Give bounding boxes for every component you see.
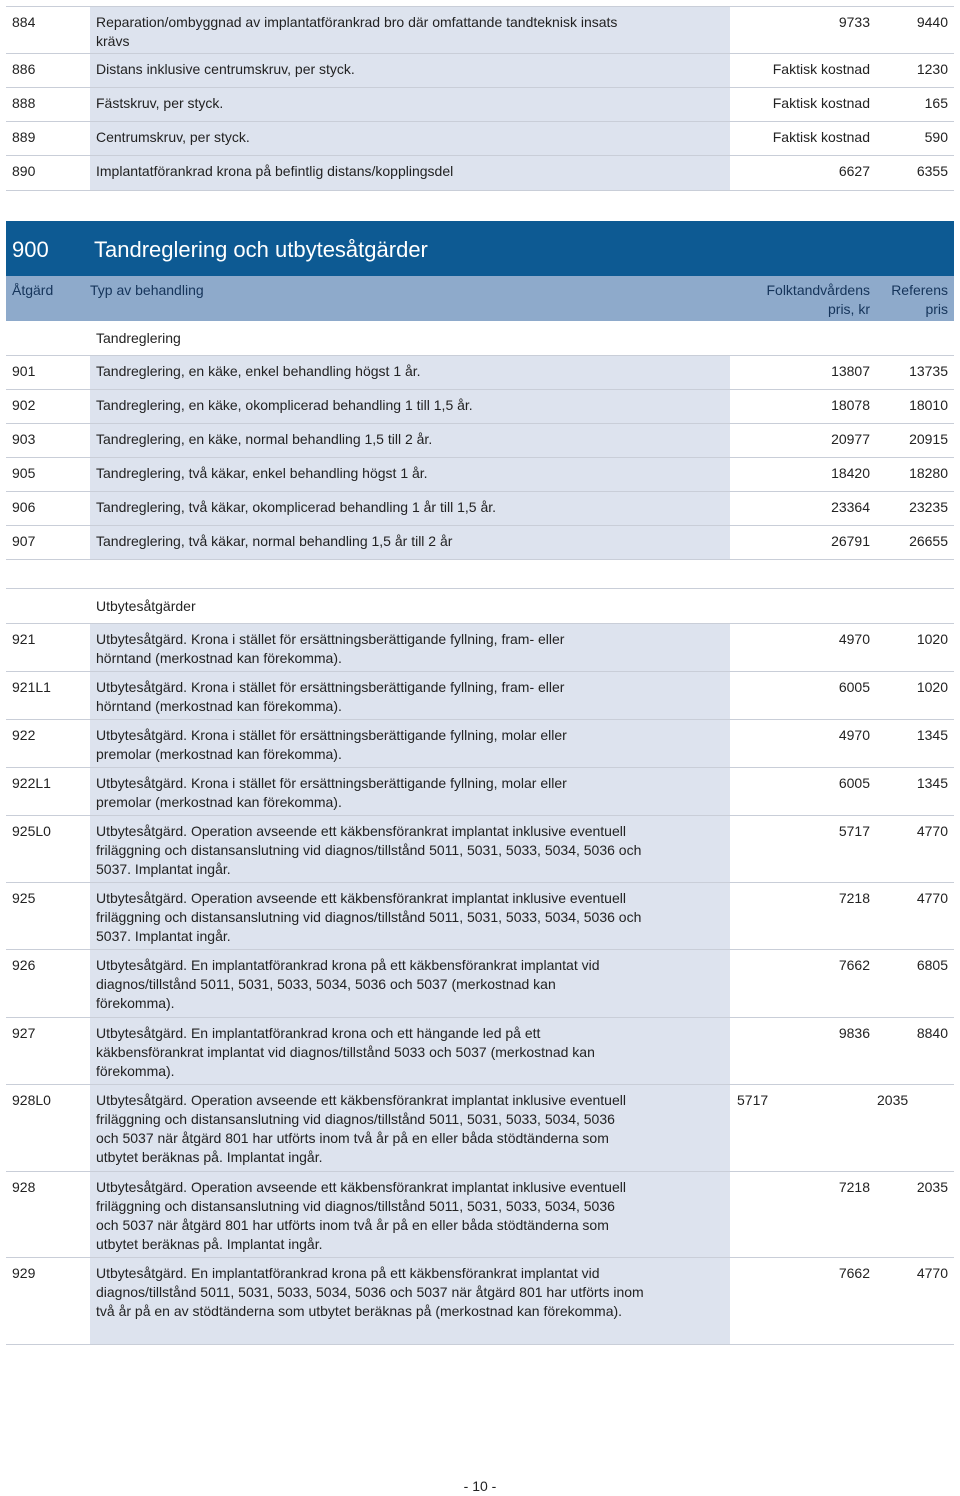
column-type-header: Typ av behandling	[90, 282, 204, 298]
column-header	[6, 276, 954, 321]
utbyte-table	[6, 623, 954, 1345]
row-code: 927	[12, 1025, 36, 1041]
row-code: 903	[12, 431, 36, 447]
row-price: Faktisk kostnad	[772, 95, 870, 111]
row-ref-price: 18010	[909, 397, 948, 413]
page-number: - 10 -	[463, 1478, 497, 1494]
row-code: 905	[12, 465, 36, 481]
row-code: 928L0	[12, 1092, 51, 1108]
row-price: 6005	[838, 775, 870, 791]
row-desc: Distans inklusive centrumskruv, per styck.	[96, 61, 355, 77]
row-price: 9733	[838, 14, 870, 30]
row-price: 6005	[838, 679, 870, 695]
row-code: 890	[12, 163, 36, 179]
row-price: 23364	[831, 499, 870, 515]
row-ref-price: 4770	[916, 823, 948, 839]
row-ref-price: 6355	[916, 163, 948, 179]
row-desc: Utbytesåtgärd. En implantatförankrad krona på ett käkbensförankrat implantat vid diagnos/tillstånd 5011, 5031, 5033, 5034, 5036 och 5037 när åtgärd 801 har utförts inom två år på en av stödtänderna som utbytet beräknas på (merkostnad kan förekomma).	[96, 1265, 644, 1319]
row-code: 929	[12, 1265, 36, 1281]
table-row	[6, 156, 954, 191]
subsection-title: Tandreglering	[96, 330, 181, 346]
row-ref-price: 1345	[916, 727, 948, 743]
row-code: 922L1	[12, 775, 51, 791]
row-ref-price: 1345	[916, 775, 948, 791]
table-row	[6, 1172, 954, 1258]
row-code: 884	[12, 14, 36, 30]
row-ref-price: 1020	[916, 631, 948, 647]
row-code: 921	[12, 631, 36, 647]
tandreglering-table	[6, 355, 954, 560]
row-desc: Utbytesåtgärd. En implantatförankrad krona och ett hängande led på ett käkbensförankrat implantat vid diagnos/tillstånd 5033 och 5037 (merkostnad kan förekomma).	[96, 1025, 595, 1079]
row-ref-price: 165	[924, 95, 948, 111]
table-row	[6, 88, 954, 122]
row-ref-price: 20915	[909, 431, 948, 447]
row-ref-price: 4770	[916, 890, 948, 906]
row-price: 4970	[838, 631, 870, 647]
row-desc: Utbytesåtgärd. Operation avseende ett käkbensförankrat implantat inklusive eventuell friläggning och distansanslutning vid diagnos/tillstånd 5011, 5031, 5033, 5034, 5036 och 5037 när åtgärd 801 har utförts inom två år på en eller båda stödtänderna som utbytet beräknas på. Implantat ingår.	[96, 1092, 626, 1165]
row-ref-price: 26655	[909, 533, 948, 549]
row-price: Faktisk kostnad	[772, 129, 870, 145]
row-ref-price: 2035	[877, 1092, 909, 1108]
section-number: 900	[12, 237, 49, 262]
row-desc: Utbytesåtgärd. Operation avseende ett käkbensförankrat implantat inklusive eventuell friläggning och distansanslutning vid diagnos/tillstånd 5011, 5031, 5033, 5034, 5036 och 5037. Implantat ingår.	[96, 890, 642, 944]
row-code: 921L1	[12, 679, 51, 695]
row-price: 7662	[838, 957, 870, 973]
row-price: 18420	[831, 465, 870, 481]
row-desc: Tandreglering, en käke, normal behandling 1,5 till 2 år.	[96, 431, 433, 447]
row-ref-price: 8840	[916, 1025, 948, 1041]
row-ref-price: 4770	[916, 1265, 948, 1281]
row-price: 7218	[838, 1179, 870, 1195]
column-ref-header: Referens pris	[891, 282, 948, 317]
subsection-title: Utbytesåtgärder	[96, 598, 196, 614]
row-code: 901	[12, 363, 36, 379]
row-price: 4970	[838, 727, 870, 743]
row-desc: Implantatförankrad krona på befintlig distans/kopplingsdel	[96, 163, 454, 179]
row-code: 889	[12, 129, 36, 145]
row-price: 18078	[831, 397, 870, 413]
row-code: 906	[12, 499, 36, 515]
row-price: 7662	[838, 1265, 870, 1281]
row-desc: Tandreglering, två käkar, okomplicerad behandling 1 år till 1,5 år.	[96, 499, 497, 515]
table-row	[6, 355, 954, 390]
row-desc: Utbytesåtgärd. En implantatförankrad krona på ett käkbensförankrat implantat vid diagnos/tillstånd 5011, 5031, 5033, 5034, 5036 och 5037 (merkostnad kan förekomma).	[96, 957, 600, 1011]
row-price: 9836	[838, 1025, 870, 1041]
top-table	[6, 6, 954, 191]
row-desc: Tandreglering, en käke, enkel behandling högst 1 år.	[96, 363, 421, 379]
row-price: Faktisk kostnad	[772, 61, 870, 77]
row-desc: Fästskruv, per styck.	[96, 95, 224, 111]
row-price: 5717	[737, 1092, 769, 1108]
table-row	[6, 54, 954, 88]
row-code: 886	[12, 61, 36, 77]
table-row	[6, 492, 954, 526]
table-row	[6, 6, 954, 54]
row-ref-price: 2035	[916, 1179, 948, 1195]
row-desc: Utbytesåtgärd. Operation avseende ett käkbensförankrat implantat inklusive eventuell friläggning och distansanslutning vid diagnos/tillstånd 5011, 5031, 5033, 5034, 5036 och 5037 när åtgärd 801 har utförts inom två år på en eller båda stödtänderna som utbytet beräknas på. Implantat ingår.	[96, 1179, 626, 1252]
row-desc: Utbytesåtgärd. Krona i stället för ersättningsberättigande fyllning, molar eller premolar (merkostnad kan förekomma).	[96, 727, 567, 762]
row-desc: Reparation/ombyggnad av implantatförankrad bro där omfattande tandteknisk insats krävs	[96, 14, 618, 49]
row-desc: Utbytesåtgärd. Operation avseende ett käkbensförankrat implantat inklusive eventuell friläggning och distansanslutning vid diagnos/tillstånd 5011, 5031, 5033, 5034, 5036 och 5037. Implantat ingår.	[96, 823, 642, 877]
row-desc: Utbytesåtgärd. Krona i stället för ersättningsberättigande fyllning, fram- eller hörntand (merkostnad kan förekomma).	[96, 631, 565, 666]
row-ref-price: 9440	[916, 14, 948, 30]
row-ref-price: 1020	[916, 679, 948, 695]
table-row	[6, 883, 954, 950]
section-title: Tandreglering och utbytesåtgärder	[94, 237, 428, 262]
table-row	[6, 816, 954, 883]
row-code: 907	[12, 533, 36, 549]
row-code: 928	[12, 1179, 36, 1195]
row-code: 888	[12, 95, 36, 111]
row-ref-price: 18280	[909, 465, 948, 481]
row-price: 5717	[838, 823, 870, 839]
row-code: 922	[12, 727, 36, 743]
row-ref-price: 1230	[916, 61, 948, 77]
section-header	[6, 221, 954, 276]
table-row	[6, 1085, 954, 1172]
table-row	[6, 1258, 954, 1345]
row-price: 26791	[831, 533, 870, 549]
row-price: 20977	[831, 431, 870, 447]
row-ref-price: 590	[924, 129, 948, 145]
table-row	[6, 623, 954, 672]
row-desc: Utbytesåtgärd. Krona i stället för ersättningsberättigande fyllning, fram- eller hörntand (merkostnad kan förekomma).	[96, 679, 565, 714]
row-code: 925L0	[12, 823, 51, 839]
row-ref-price: 23235	[909, 499, 948, 515]
row-ref-price: 6805	[916, 957, 948, 973]
table-row	[6, 672, 954, 720]
column-code-header: Åtgärd	[12, 282, 54, 298]
table-row	[6, 390, 954, 424]
row-code: 902	[12, 397, 36, 413]
table-row	[6, 458, 954, 492]
row-price: 13807	[831, 363, 870, 379]
row-ref-price: 13735	[909, 363, 948, 379]
row-desc: Tandreglering, två käkar, normal behandling 1,5 år till 2 år	[96, 533, 453, 549]
table-row	[6, 950, 954, 1018]
column-price-header: Folktandvårdens pris, kr	[766, 282, 870, 317]
table-row	[6, 720, 954, 768]
table-row	[6, 1018, 954, 1085]
spacer-row	[6, 554, 954, 589]
row-code: 926	[12, 957, 36, 973]
row-desc: Centrumskruv, per styck.	[96, 129, 250, 145]
row-desc: Utbytesåtgärd. Krona i stället för ersättningsberättigande fyllning, molar eller premolar (merkostnad kan förekomma).	[96, 775, 567, 810]
table-row	[6, 768, 954, 816]
table-row	[6, 122, 954, 156]
row-price: 7218	[838, 890, 870, 906]
table-row	[6, 424, 954, 458]
row-desc: Tandreglering, två käkar, enkel behandling högst 1 år.	[96, 465, 428, 481]
row-price: 6627	[838, 163, 870, 179]
row-desc: Tandreglering, en käke, okomplicerad behandling 1 till 1,5 år.	[96, 397, 473, 413]
row-code: 925	[12, 890, 36, 906]
